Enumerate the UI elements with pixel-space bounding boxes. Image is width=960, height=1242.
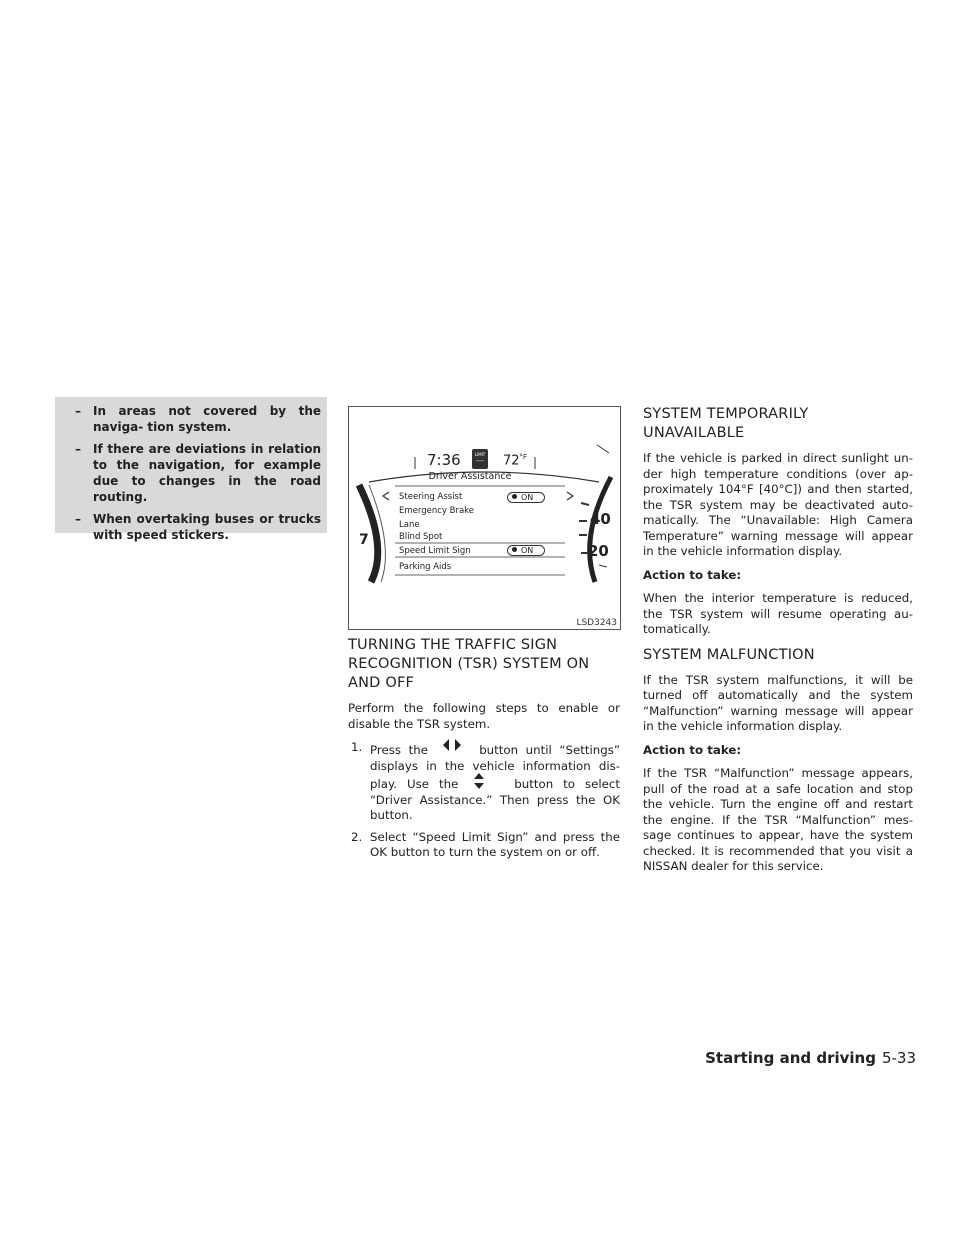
speed-limit-sign-toggle <box>507 545 545 556</box>
step-text: button to select “Driver Assistance.” Then press the OK button. <box>370 777 621 822</box>
menu-item-blind-spot: Blind Spot <box>399 532 443 542</box>
up-down-arrows-icon <box>468 774 504 786</box>
menu-item-parking-aids: Parking Aids <box>399 562 452 572</box>
temperature-unit: °F <box>519 453 528 461</box>
limit-sign-value: --- <box>476 457 484 465</box>
left-right-arrows-icon <box>436 740 472 752</box>
list-item: – When overtaking buses or trucks with speed stickers. <box>75 512 321 542</box>
action-label: Action to take: <box>643 567 742 582</box>
toggle-label: ON <box>521 493 534 502</box>
section-heading: SYSTEM TEMPORARILY UNAVAILABLE <box>643 406 809 441</box>
bullet-text: When overtaking buses or trucks with speed stickers. <box>93 512 321 542</box>
list-item: – If there are deviations in relation to the navigation, for example due to changes in the road routing. <box>75 442 321 504</box>
step-number: 1. <box>351 740 363 754</box>
temperature-readout <box>503 453 527 468</box>
driver-assistance-figure <box>348 406 621 630</box>
clock-readout: 7:36 <box>427 451 461 469</box>
steering-assist-toggle <box>507 492 545 503</box>
bullet-text: In areas not covered by the naviga- tion system. <box>93 404 321 434</box>
step-text: Select “Speed Limit Sign” and press the OK button to turn the system on or off. <box>370 829 620 859</box>
bullet-text: If there are deviations in relation to the navigation, for example due to changes in the road routing. <box>93 442 321 504</box>
section-heading: SYSTEM MALFUNCTION <box>643 646 815 663</box>
gauge-number-20: 20 <box>588 542 609 560</box>
paragraph: If the vehicle is parked in direct sunlight un- der high temperature conditions (over ap- proximately 104°F [40°C]) and then started, the TSR system may be deactivated auto- matically. The “Unavailable: High Camera Temperature” warning message will appear in the vehicle information display. <box>643 451 913 558</box>
limit-sign-label: LIMIT <box>474 452 486 457</box>
paragraph: When the interior temperature is reduced, the TSR system will resume operating au- tomatically. <box>643 591 913 636</box>
menu-title: Driver Assistance <box>428 471 512 482</box>
turning-section <box>348 636 620 867</box>
note-box <box>55 397 327 542</box>
action-label: Action to take: <box>643 742 742 757</box>
page-number: 5-33 <box>881 1049 916 1067</box>
temperature-value: 72 <box>503 453 520 469</box>
paragraph: If the TSR “Malfunction” message appears, pull of the road at a safe location and stop the vehicle. Turn the engine off and restart the engine. If the TSR “Malfunction” mes- sage continues to appear, have the system checked. It is recommended that you visit a NISSAN dealer for this service. <box>643 766 913 873</box>
intro-paragraph: Perform the following steps to enable or disable the TSR system. <box>348 701 620 731</box>
menu-item-emergency-brake: Emergency Brake <box>399 506 475 516</box>
gauge-number-7: 7 <box>359 532 369 548</box>
step-text: Press the <box>370 743 428 757</box>
steps-list <box>348 740 620 861</box>
step-text: button until “Settings” displays in the vehicle information dis- play. Use the <box>370 743 621 791</box>
toggle-dot-icon <box>512 494 517 499</box>
section-heading: TURNING THE TRAFFIC SIGN RECOGNITION (TSR) SYSTEM ON AND OFF <box>348 637 590 691</box>
step-item <box>348 740 620 824</box>
list-item: – In areas not covered by the naviga- tion system. <box>75 404 321 434</box>
menu-item-speed-limit-sign: Speed Limit Sign <box>399 546 471 556</box>
paragraph: If the TSR system malfunctions, it will be turned off automatically and the system “Malfunction” warning message will appear in the vehicle information display. <box>643 672 913 733</box>
step-number: 2. <box>351 829 363 844</box>
page-footer <box>705 1049 916 1067</box>
right-column <box>643 405 913 883</box>
menu-item-steering-assist: Steering Assist <box>399 492 463 502</box>
footer-section: Starting and driving <box>705 1049 876 1067</box>
cluster-illustration <box>349 407 621 630</box>
gauge-number-40: 40 <box>590 510 611 528</box>
figure-code: LSD3243 <box>576 618 617 628</box>
toggle-dot-icon <box>512 547 517 552</box>
toggle-label: ON <box>521 546 534 555</box>
menu-item-lane: Lane <box>399 520 420 530</box>
step-item <box>348 830 620 861</box>
speed-limit-icon <box>472 449 488 469</box>
